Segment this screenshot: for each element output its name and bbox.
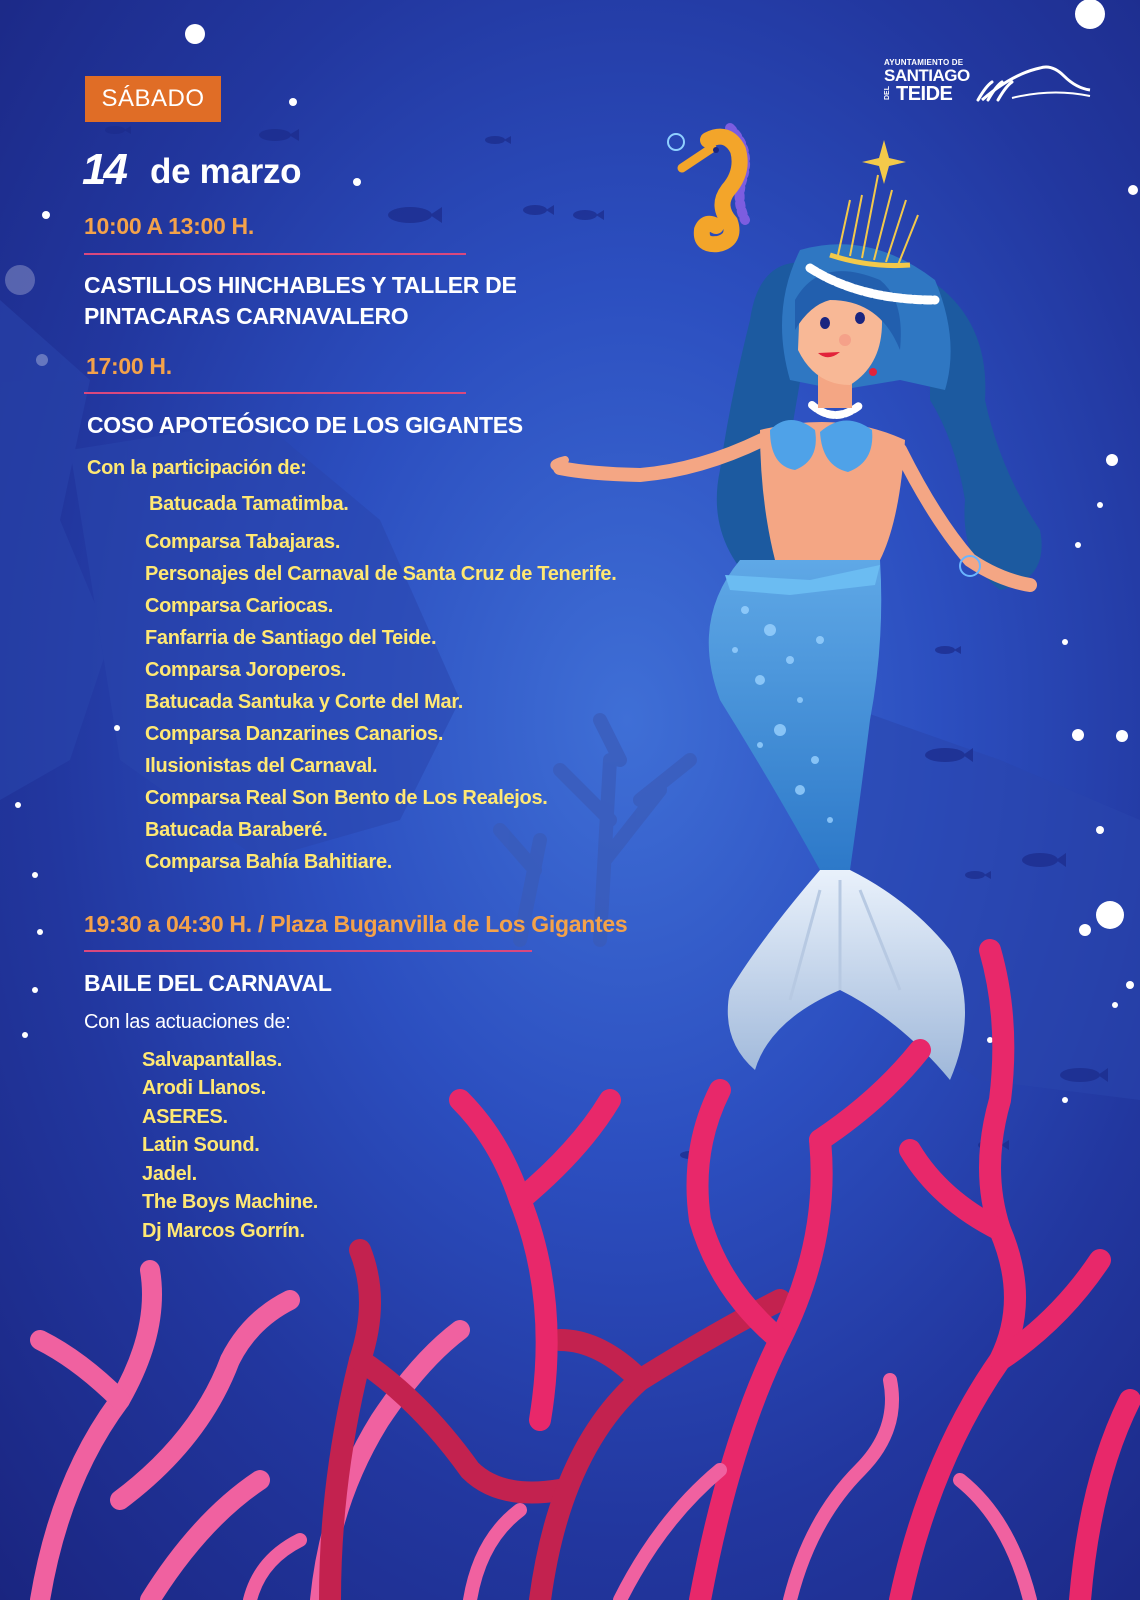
event-3-divider (84, 950, 532, 952)
list-item: Personajes del Carnaval de Santa Cruz de Tenerife. (145, 563, 617, 585)
list-item: Salvapantallas. (142, 1049, 283, 1071)
logo-line-small: AYUNTAMIENTO DE (884, 58, 964, 67)
list-item: Comparsa Tabajaras. (145, 531, 341, 553)
list-item: Dj Marcos Gorrín. (142, 1220, 305, 1242)
seahorse-icon (668, 128, 745, 244)
background-coral-silhouette (500, 720, 690, 940)
list-item: ASERES. (142, 1106, 228, 1128)
list-item: Batucada Baraberé. (145, 819, 328, 841)
event-2-time: 17:00 H. (86, 353, 172, 379)
list-item: Comparsa Cariocas. (145, 595, 334, 617)
event-3-time: 19:30 a 04:30 H. / Plaza Buganvilla de Los Gigantes (84, 911, 628, 937)
event-2-divider (84, 392, 466, 394)
event-3-title: BAILE DEL CARNAVAL (84, 970, 332, 996)
event-3-intro: Con las actuaciones de: (84, 1011, 291, 1033)
list-item: Comparsa Joroperos. (145, 659, 347, 681)
day-badge: SÁBADO (85, 76, 221, 122)
list-item: Comparsa Bahía Bahitiare. (145, 851, 393, 873)
logo-line-del: DEL (884, 86, 891, 100)
event-2-intro: Con la participación de: (87, 457, 307, 479)
list-item: Jadel. (142, 1163, 197, 1185)
event-1-title-line-1: CASTILLOS HINCHABLES Y TALLER DE (84, 272, 517, 298)
logo-line-santiago: SANTIAGO (884, 66, 970, 85)
municipality-logo (884, 56, 1094, 108)
list-item: The Boys Machine. (142, 1191, 319, 1213)
event-1-divider (84, 253, 466, 255)
list-item: Batucada Tamatimba. (149, 493, 349, 515)
event-1-title-line-2: PINTACARAS CARNAVALERO (84, 303, 409, 329)
event-1-time: 10:00 A 13:00 H. (84, 213, 254, 239)
list-item: Ilusionistas del Carnaval. (145, 755, 378, 777)
mountain-waves-icon (972, 60, 1094, 104)
list-item: Comparsa Danzarines Canarios. (145, 723, 444, 745)
date-number: 14 (82, 145, 125, 194)
date-month: de marzo (150, 152, 302, 191)
list-item: Latin Sound. (142, 1134, 260, 1156)
logo-line-teide: TEIDE (896, 83, 953, 105)
event-2-title: COSO APOTEÓSICO DE LOS GIGANTES (87, 412, 523, 438)
list-item: Arodi Llanos. (142, 1077, 266, 1099)
list-item: Batucada Santuka y Corte del Mar. (145, 691, 463, 713)
list-item: Fanfarria de Santiago del Teide. (145, 627, 437, 649)
list-item: Comparsa Real Son Bento de Los Realejos. (145, 787, 548, 809)
